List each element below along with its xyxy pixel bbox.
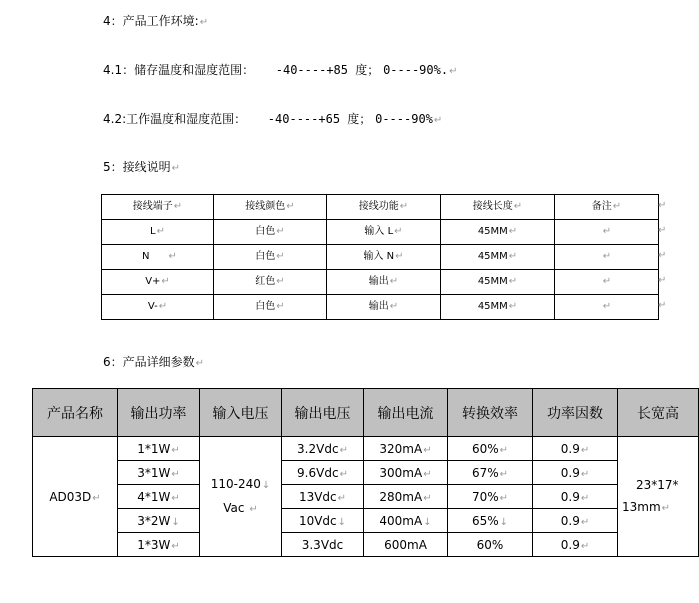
params-header-cell: 输出电流 xyxy=(364,389,448,437)
wiring-cell: 输入 L↵ xyxy=(327,220,441,245)
params-cell: 13Vdc↵ xyxy=(282,485,364,509)
wiring-cell: ↵ xyxy=(555,220,659,245)
params-cell: 0.9↵ xyxy=(533,509,618,533)
row-end-mark: ↵ xyxy=(658,300,667,311)
storage-temp: -40----+85 度； xyxy=(275,63,380,77)
storage-conditions xyxy=(103,61,457,78)
params-cell: 67%↵ xyxy=(448,461,533,485)
params-row xyxy=(33,437,699,461)
paragraph-mark: ↵ xyxy=(195,358,205,369)
section-6-heading-text: 6：产品详细参数 xyxy=(103,355,195,369)
params-header-row xyxy=(33,389,699,437)
wiring-cell: 45MM↵ xyxy=(441,245,555,270)
wiring-cell: L↵ xyxy=(102,220,214,245)
params-cell: 300mA↵ xyxy=(364,461,448,485)
section-5-heading xyxy=(103,158,180,175)
params-cell: 600mA xyxy=(364,533,448,557)
row-end-mark: ↵ xyxy=(658,275,667,286)
working-humidity: 0----90% xyxy=(375,112,433,126)
params-header-cell: 产品名称 xyxy=(33,389,118,437)
wiring-header-row xyxy=(102,195,659,220)
wiring-header-cell: 接线端子↵ xyxy=(102,195,214,220)
wiring-cell: ↵ xyxy=(555,295,659,320)
params-cell: 9.6Vdc↵ xyxy=(282,461,364,485)
paragraph-mark: ↵ xyxy=(449,66,458,77)
wiring-table xyxy=(101,194,659,320)
params-cell: 3*2W↓ xyxy=(118,509,200,533)
wiring-cell: 输出↵ xyxy=(327,295,441,320)
wiring-row xyxy=(102,220,659,245)
working-label: 4.2:工作温度和湿度范围： xyxy=(103,112,247,126)
wiring-cell: 输入 N↵ xyxy=(327,245,441,270)
params-cell: 60%↵ xyxy=(448,437,533,461)
params-cell: 0.9↵ xyxy=(533,533,618,557)
dimensions-cell: 23*17* 13mm↵ xyxy=(618,437,699,557)
row-end-mark: ↵ xyxy=(658,225,667,236)
params-row xyxy=(33,533,699,557)
params-header-cell: 输出电压 xyxy=(282,389,364,437)
section-4-heading xyxy=(103,12,208,29)
input-voltage-cell: 110-240↓ Vac ↵ xyxy=(200,437,282,557)
params-cell: 10Vdc↓ xyxy=(282,509,364,533)
section-5-heading-text: 5：接线说明 xyxy=(103,160,171,174)
wiring-row xyxy=(102,245,659,270)
section-6-heading xyxy=(103,353,204,370)
working-conditions xyxy=(103,110,442,127)
params-header-cell: 输出功率 xyxy=(118,389,200,437)
wiring-cell: 45MM↵ xyxy=(441,270,555,295)
wiring-cell: N ↵ xyxy=(102,245,214,270)
wiring-cell: 45MM↵ xyxy=(441,295,555,320)
wiring-row xyxy=(102,270,659,295)
paragraph-mark: ↵ xyxy=(171,163,181,174)
params-cell: 0.9↵ xyxy=(533,437,618,461)
params-cell: 3.3Vdc xyxy=(282,533,364,557)
wiring-row xyxy=(102,295,659,320)
wiring-cell: V-↵ xyxy=(102,295,214,320)
wiring-cell: 白色↵ xyxy=(214,295,327,320)
wiring-cell: 白色↵ xyxy=(214,245,327,270)
wiring-cell: 输出↵ xyxy=(327,270,441,295)
params-cell: 4*1W↵ xyxy=(118,485,200,509)
storage-humidity: 0----90%. xyxy=(383,63,449,77)
wiring-header-cell: 接线长度↵ xyxy=(441,195,555,220)
row-end-mark: ↵ xyxy=(658,200,667,211)
storage-label: 4.1：储存温度和湿度范围： xyxy=(103,63,255,77)
params-cell: 3*1W↵ xyxy=(118,461,200,485)
params-cell: 1*1W↵ xyxy=(118,437,200,461)
paragraph-mark: ↵ xyxy=(433,115,443,126)
working-temp: -40----+65 度； xyxy=(267,112,372,126)
params-cell: 3.2Vdc↵ xyxy=(282,437,364,461)
wiring-cell: V+↵ xyxy=(102,270,214,295)
params-cell: 0.9↵ xyxy=(533,485,618,509)
params-header-cell: 转换效率 xyxy=(448,389,533,437)
wiring-cell: 45MM↵ xyxy=(441,220,555,245)
section-4-heading-text: 4：产品工作环境: xyxy=(103,14,199,28)
params-header-cell: 长宽高 xyxy=(618,389,699,437)
wiring-cell: 白色↵ xyxy=(214,220,327,245)
params-row xyxy=(33,485,699,509)
wiring-cell: 红色↵ xyxy=(214,270,327,295)
params-cell: 65%↓ xyxy=(448,509,533,533)
params-header-cell: 输入电压 xyxy=(200,389,282,437)
params-cell: 60% xyxy=(448,533,533,557)
product-name-cell: AD03D↵ xyxy=(33,437,118,557)
wiring-header-cell: 接线功能↵ xyxy=(327,195,441,220)
params-row xyxy=(33,509,699,533)
wiring-header-cell: 接线颜色↵ xyxy=(214,195,327,220)
wiring-header-cell: 备注↵ xyxy=(555,195,659,220)
parameters-table xyxy=(32,388,699,557)
params-cell: 70%↵ xyxy=(448,485,533,509)
row-end-mark: ↵ xyxy=(658,250,667,261)
wiring-cell: ↵ xyxy=(555,270,659,295)
params-header-cell: 功率因数 xyxy=(533,389,618,437)
params-row xyxy=(33,461,699,485)
params-cell: 400mA↓ xyxy=(364,509,448,533)
params-cell: 0.9↵ xyxy=(533,461,618,485)
params-cell: 280mA↵ xyxy=(364,485,448,509)
paragraph-mark: ↵ xyxy=(199,17,209,28)
params-cell: 1*3W↵ xyxy=(118,533,200,557)
params-cell: 320mA↵ xyxy=(364,437,448,461)
wiring-cell: ↵ xyxy=(555,245,659,270)
